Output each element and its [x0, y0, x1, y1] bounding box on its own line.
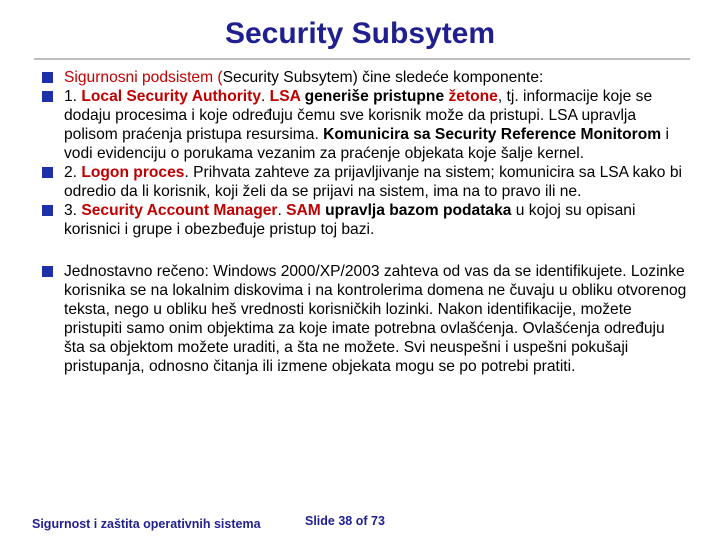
square-bullet-icon	[42, 72, 53, 83]
text-segment: Komunicira sa Security Reference Monitorom	[323, 126, 662, 143]
title-divider	[34, 58, 690, 60]
bullet-item-2	[40, 87, 688, 163]
bullet-text-1	[64, 69, 543, 86]
text-segment: 3.	[64, 202, 82, 219]
text-segment: Local Security Authority	[81, 88, 261, 105]
footer-slide-number: Slide 38 of 73	[305, 514, 385, 528]
bullet-item-3	[40, 163, 688, 201]
text-segment: u kojoj su opisani korisnici i grupe i obezbeđuje pristup toj bazi.	[64, 202, 636, 238]
bullet-text-3	[64, 164, 682, 200]
text-segment: Sigurnosni podsistem (	[64, 69, 223, 86]
square-bullet-icon	[42, 205, 53, 216]
text-segment: Security Account Manager	[81, 202, 278, 219]
text-segment: 1.	[64, 88, 82, 105]
bullet-text-2	[64, 88, 669, 162]
square-bullet-icon	[42, 167, 53, 178]
text-segment: Logon proces	[81, 164, 185, 181]
square-bullet-icon	[42, 266, 53, 277]
square-bullet-icon	[42, 91, 53, 102]
slide-title: Security Subsytem	[224, 17, 496, 50]
text-segment: LSA	[269, 88, 301, 105]
bullet-item-4	[40, 201, 688, 239]
text-segment: 2.	[64, 164, 82, 181]
slide-content	[40, 68, 688, 376]
bullet-text-4	[64, 202, 635, 238]
text-segment: SAM	[286, 202, 321, 219]
footer-course-title: Sigurnost i zaštita operativnih sistema	[32, 517, 261, 531]
text-segment: ) čine sledeće komponente:	[352, 69, 544, 86]
summary-paragraph-item	[40, 262, 688, 376]
text-segment: upravlja bazom podataka	[320, 202, 512, 219]
text-segment: generiše pristupne	[300, 88, 449, 105]
text-segment: , tj. informacije koje se dodaju procesima i koje određuju čemu sve korisnik može da pristupi. LSA upravlja polisom praćenja pristupa resursima.	[64, 88, 653, 143]
text-segment: . Prihvata zahteve za prijavljivanje na sistem; komunicira sa LSA kako bi odredio da li korisnik, koji želi da se prijavi na sistem, ima na to pravo ili ne.	[64, 164, 682, 200]
bullet-item-1	[40, 68, 688, 87]
text-segment: i vodi evidenciju o porukama vezanim za praćenje objekata koje šalje kernel.	[64, 126, 669, 162]
text-segment: .	[277, 202, 287, 219]
summary-paragraph: Jednostavno rečeno: Windows 2000/XP/2003 zahteva od vas da se identifikujete. Lozinke korisnika se na lokalnim diskovima i na kontrolerima domena ne čuvaju u obliku otvorenog teksta, nego u obliku heš vrednosti korisničkih lozinki. Nakon identifikacije, možete pristupiti samo onim objektima za koje imate potrebna ovlašćenja. Ovlašćenja određuju šta sa objektom možete uraditi, a šta ne možete. Svi neuspešni i uspešni pokušaji pristupanja, odnosno čitanja ili izmene objekata mogu se po potrebi pratiti.	[64, 263, 687, 375]
text-segment: .	[261, 88, 270, 105]
text-segment: žetone	[448, 88, 498, 105]
text-segment: Security Subsytem	[222, 69, 353, 86]
